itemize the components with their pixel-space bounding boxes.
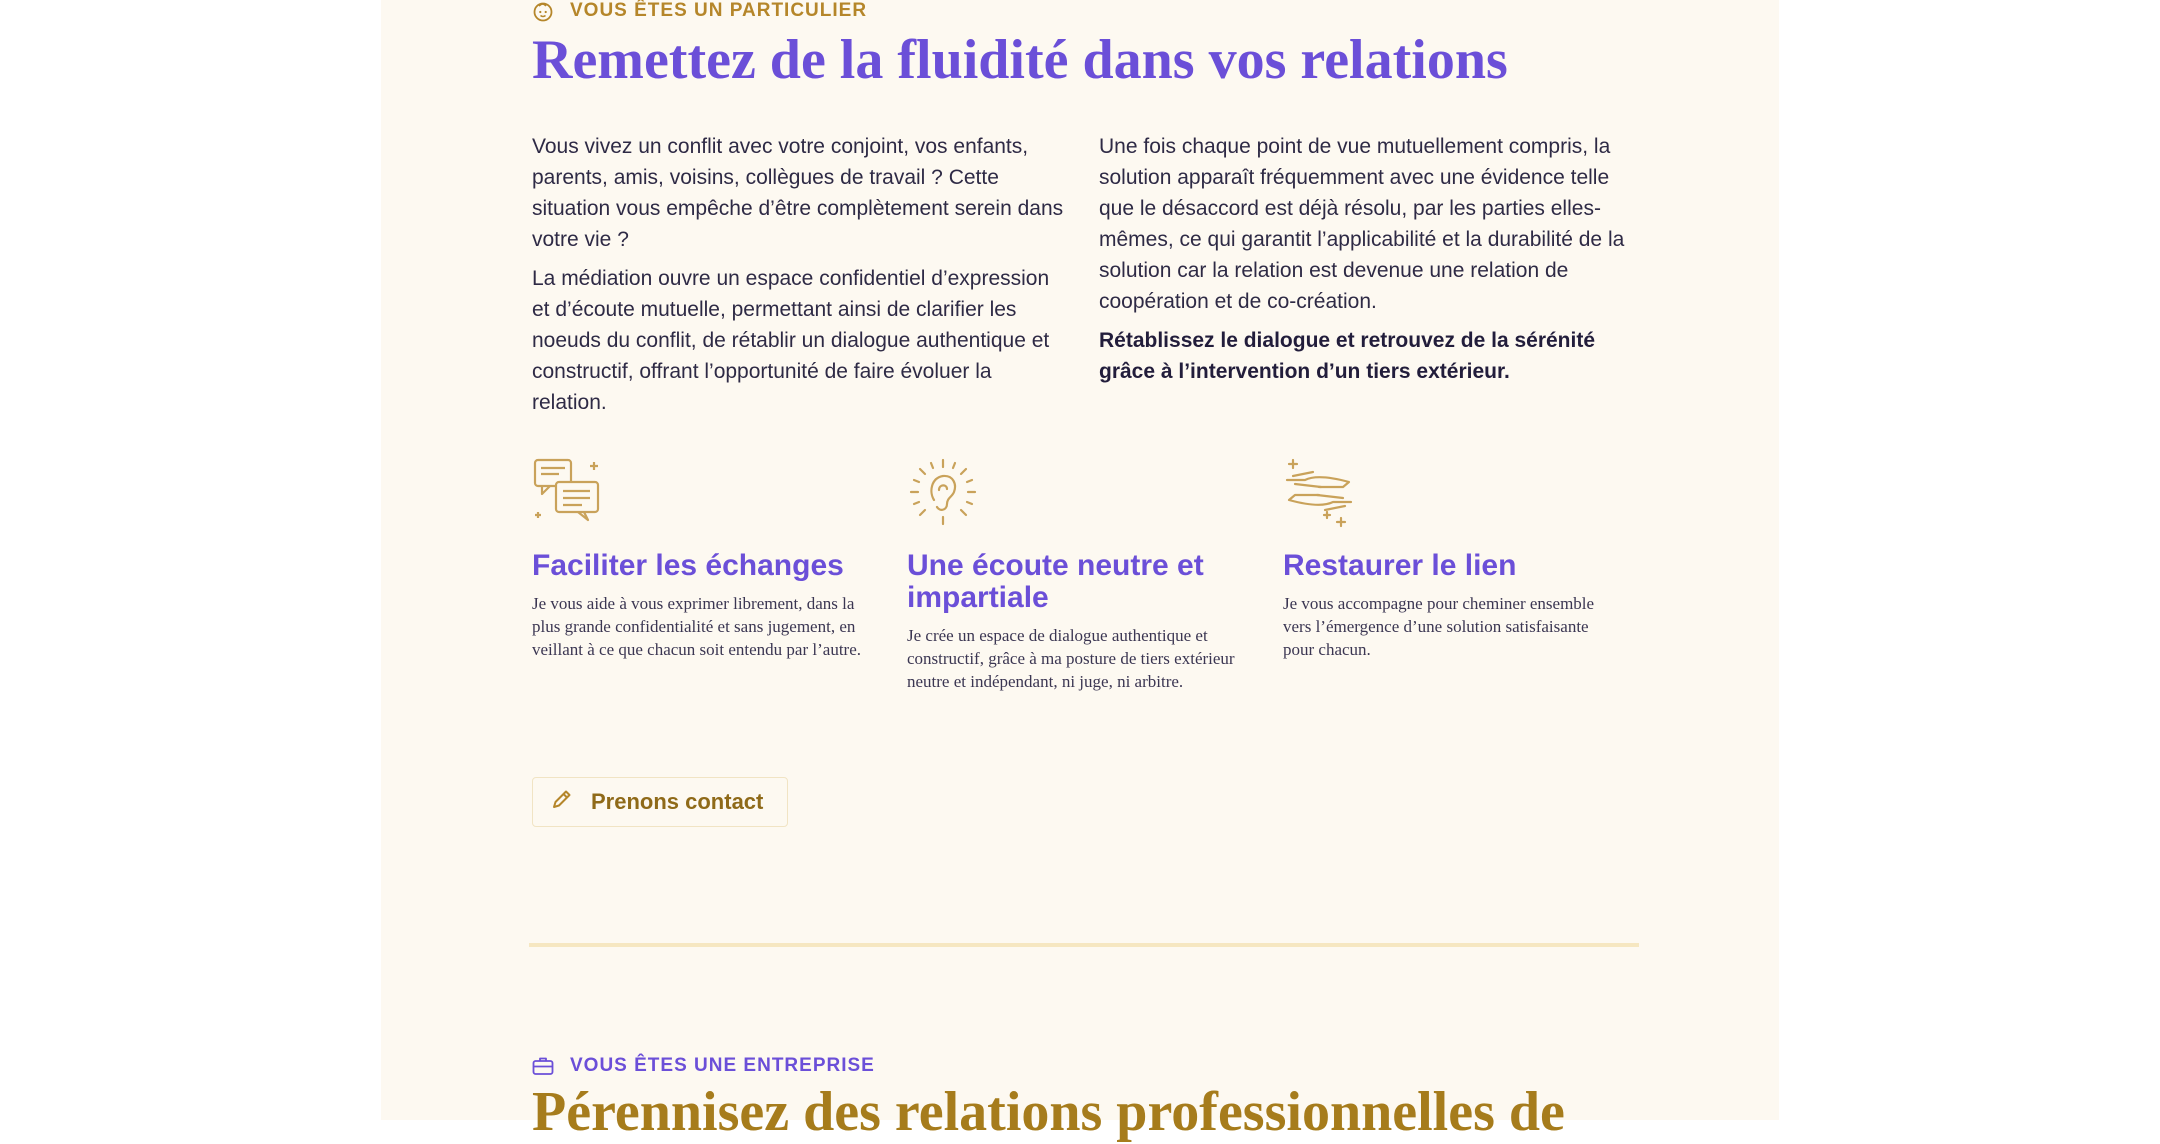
contact-button-label: Prenons contact [591, 789, 764, 814]
pencil-icon [551, 788, 573, 816]
intro-paragraph: Vous vivez un conflit avec votre conjoint, vos enfants, parents, amis, voisins, collègues de travail ? Cette situation vous empêche d’être complètement serein dans votre vie ? [532, 135, 1064, 251]
feature-title: Une écoute neutre et impartiale [907, 549, 1204, 614]
page-panel [381, 0, 1779, 1143]
feature-list [532, 456, 1634, 716]
section-divider [529, 943, 1639, 947]
chat-bubbles-icon [532, 456, 872, 528]
feature-text: Je crée un espace de dialogue authentique et constructif, grâce à ma posture de tiers extérieur neutre et indépendant, ni juge, ni arbitre. [907, 626, 1235, 691]
particulier-eyebrow-label: VOUS ÊTES UN PARTICULIER [570, 0, 868, 21]
baby-face-icon [532, 0, 554, 22]
particulier-intro [532, 131, 1634, 431]
feature-title: Faciliter les échanges [532, 549, 844, 582]
feature-item-ecoute [907, 456, 1247, 693]
entreprise-title: Pérennisez des relations professionnelles de [532, 1081, 1565, 1143]
intro-paragraph: La médiation ouvre un espace confidentiel d’expression et d’écoute mutuelle, permettant ainsi de clarifier les noeuds du conflit, de rétablir un dialogue authentique et constructif, offrant l’opportunité de faire évoluer la relation. [532, 267, 1050, 414]
feature-item-lien [1283, 456, 1623, 661]
ear-listening-icon [907, 456, 1247, 528]
feature-text: Je vous accompagne pour cheminer ensemble vers l’émergence d’une solution satisfaisante pour chacun. [1283, 594, 1595, 659]
particulier-title: Remettez de la fluidité dans vos relations [532, 29, 1508, 91]
helping-hands-icon [1283, 456, 1623, 528]
feature-title: Restaurer le lien [1283, 549, 1517, 582]
particulier-eyebrow [532, 0, 867, 22]
feature-text: Je vous aide à vous exprimer librement, dans la plus grande confidentialité et sans jugement, en veillant à ce que chacun soit entendu par l’autre. [532, 594, 861, 659]
entreprise-eyebrow-label: VOUS ÊTES UNE ENTREPRISE [570, 1055, 875, 1076]
entreprise-eyebrow [532, 1055, 875, 1077]
feature-item-echanges [532, 456, 872, 661]
intro-emphasis: Rétablissez le dialogue et retrouvez de la sérénité grâce à l’intervention d’un tiers extérieur. [1099, 329, 1596, 383]
briefcase-icon [532, 1056, 554, 1076]
intro-paragraph: Une fois chaque point de vue mutuellement compris, la solution apparaît fréquemment avec une évidence telle que le désaccord est déjà résolu, par les parties elles-mêmes, ce qui garantit l’applicabilité et la durabilité de la solution car la relation est devenue une relation de coopération et de co-création. [1099, 135, 1625, 313]
contact-button[interactable] [532, 777, 788, 827]
